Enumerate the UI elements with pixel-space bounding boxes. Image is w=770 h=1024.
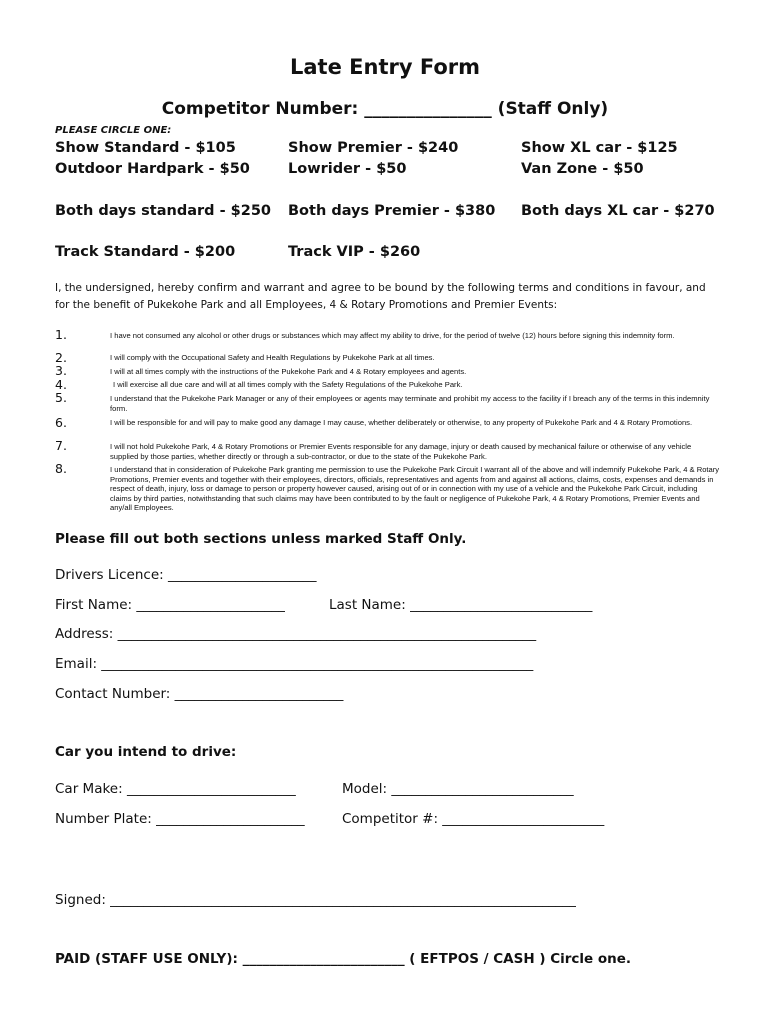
- option-lowrider[interactable]: Lowrider - $50: [288, 161, 407, 177]
- email-field[interactable]: Email: ________________________________________________________________: [55, 656, 534, 672]
- clause-text: I will at all times comply with the instructions of the Pukekohe Park and 4 & Rotary employees and agents.: [110, 367, 467, 376]
- number-plate-field[interactable]: Number Plate: ______________________: [55, 811, 305, 827]
- option-outdoor-hardpark[interactable]: Outdoor Hardpark - $50: [55, 161, 250, 177]
- address-field[interactable]: Address: ______________________________________________________________: [55, 626, 537, 642]
- competitor-field[interactable]: Competitor #: ________________________: [342, 811, 605, 827]
- option-track-standard[interactable]: Track Standard - $200: [55, 244, 236, 260]
- option-both-days-xl[interactable]: Both days XL car - $270: [521, 203, 715, 219]
- clause-number: 1.: [55, 327, 67, 342]
- first-name-field[interactable]: First Name: ______________________: [55, 597, 285, 613]
- signature-field[interactable]: Signed: _____________________________________________________________________: [55, 892, 576, 908]
- clause-number: 4.: [55, 377, 67, 392]
- last-name-field[interactable]: Last Name: ___________________________: [329, 597, 593, 613]
- option-van-zone[interactable]: Van Zone - $50: [521, 161, 644, 177]
- clause-text: I will comply with the Occupational Safety and Health Regulations by Pukekohe Park at all times.: [110, 353, 435, 362]
- clause-text: I will not hold Pukekohe Park, 4 & Rotary Promotions or Premier Events responsible for any damage, injury or death caused by mechanical failure or otherwise of any vehicle supplied by those parties, whether directly or through a sub-contractor, or due to the state of the Pukekohe Park.: [110, 442, 692, 461]
- fill-instruction: Please fill out both sections unless marked Staff Only.: [55, 531, 467, 547]
- option-both-days-premier[interactable]: Both days Premier - $380: [288, 203, 496, 219]
- car-heading: Car you intend to drive:: [55, 744, 237, 760]
- contact-number-field[interactable]: Contact Number: _________________________: [55, 686, 344, 702]
- option-show-premier[interactable]: Show Premier - $240: [288, 140, 459, 156]
- page-title: Late Entry Form: [290, 55, 480, 79]
- model-field[interactable]: Model: ___________________________: [342, 781, 574, 797]
- clause-text: I understand that in consideration of Pukekohe Park granting me permission to use the Pukekohe Park Circuit I warrant all of the above and will indemnify Pukekohe Park, 4 & Rotary Promotions, Premier events and together with their employees, directors, officials, representatives and agents from and against all actions, claims, costs, expenses and demands in respect of death, injury, loss or damage to person or property however caused, arising out of or in connection with my use of a vehicle and the Pukekohe Park Circuit, including claims by third parties, notwithstanding that such claims may have been contributed to by the fault or negligence of Pukekohe Park, 4 & Rotary Promotions, Premier Events and any/all Employees.: [110, 465, 720, 513]
- car-make-field[interactable]: Car Make: _________________________: [55, 781, 296, 797]
- clause-number: 2.: [55, 350, 67, 365]
- option-show-standard[interactable]: Show Standard - $105: [55, 140, 236, 156]
- clause-number: 6.: [55, 415, 67, 430]
- clause-text: I will be responsible for and will pay to make good any damage I may cause, whether deliberately or otherwise, to any property of Pukekohe Park and 4 & Rotary Promotions.: [110, 418, 693, 427]
- competitor-number-field[interactable]: Competitor Number: _______________ (Staff Only): [161, 99, 609, 119]
- clause-number: 8.: [55, 461, 67, 476]
- drivers-licence-field[interactable]: Drivers Licence: ______________________: [55, 567, 317, 583]
- terms-intro-line-1: I, the undersigned, hereby confirm and warrant and agree to be bound by the following terms and conditions in favour, and: [55, 282, 706, 294]
- option-track-vip[interactable]: Track VIP - $260: [288, 244, 421, 260]
- clause-text: I will exercise all due care and will at all times comply with the Safety Regulations of the Pukekohe Park.: [113, 380, 463, 389]
- paid-staff-field[interactable]: PAID (STAFF USE ONLY): ________________________ ( EFTPOS / CASH ) Circle one.: [55, 951, 632, 967]
- option-show-xl[interactable]: Show XL car - $125: [521, 140, 678, 156]
- clause-number: 7.: [55, 438, 67, 453]
- clause-text: I understand that the Pukekohe Park Manager or any of their employees or agents may terminate and prohibit my access to the facility if I breach any of the terms in this indemnity form.: [110, 394, 710, 413]
- circle-note: PLEASE CIRCLE ONE:: [55, 125, 172, 136]
- option-both-days-standard[interactable]: Both days standard - $250: [55, 203, 271, 219]
- clause-text: I have not consumed any alcohol or other drugs or substances which may affect my ability to drive, for the period of twelve (12) hours before signing this indemnity form.: [110, 331, 675, 340]
- clause-number: 3.: [55, 363, 67, 378]
- terms-intro-line-2: for the benefit of Pukekohe Park and all Employees, 4 & Rotary Promotions and Premier Events:: [55, 299, 558, 311]
- clause-number: 5.: [55, 390, 67, 405]
